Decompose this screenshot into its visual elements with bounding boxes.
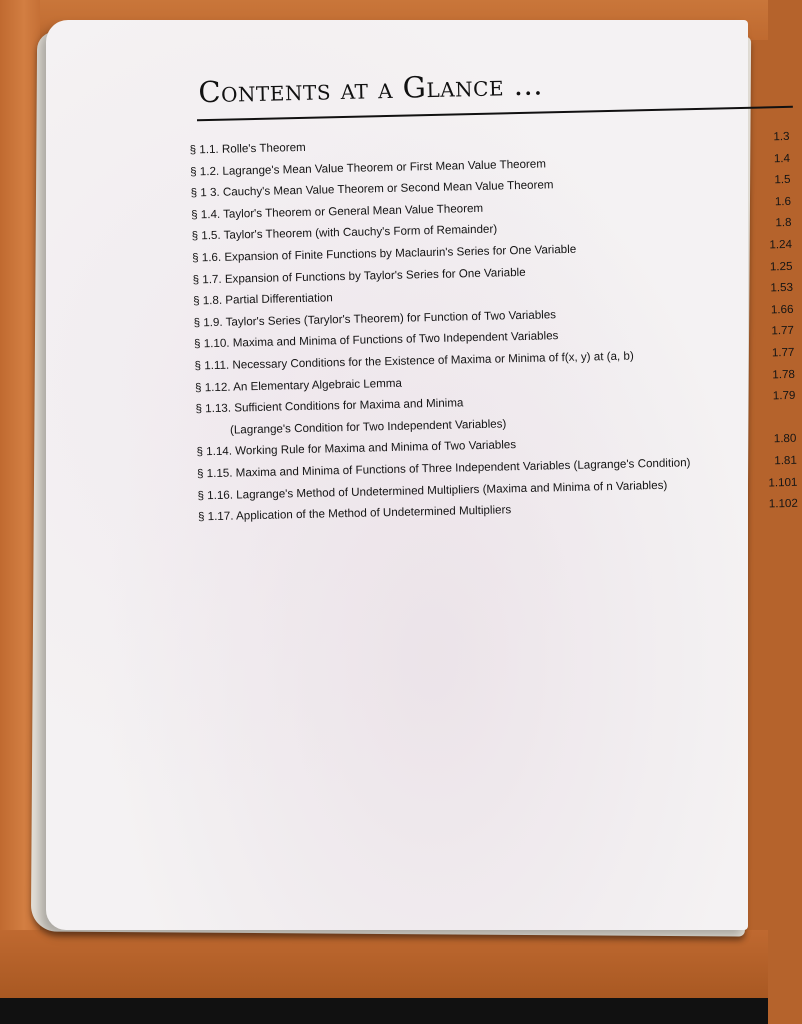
section-number: § 1.12. xyxy=(194,380,231,394)
section-title-continuation: (Lagrange's Condition for Two Independent Variables) xyxy=(229,417,507,437)
page-number: 1.81 xyxy=(774,453,798,468)
contents-block xyxy=(166,62,799,536)
section-number: § 1.8. xyxy=(192,293,223,308)
section-number: § 1 3. xyxy=(190,186,220,200)
section-title: Partial Differentiation xyxy=(225,291,333,307)
page-number: 1.102 xyxy=(768,496,799,511)
section-number: § 1.4. xyxy=(191,207,221,222)
section-title: Expansion of Finite Functions by Maclaurin's Series for One Variable xyxy=(224,242,577,264)
section-number: § 1.5. xyxy=(191,229,221,243)
section-title: Taylor's Theorem (with Cauchy's Form of Remainder) xyxy=(223,222,498,243)
section-title: Lagrange's Mean Value Theorem or First Mean Value Theorem xyxy=(222,156,547,178)
section-title: Cauchy's Mean Value Theorem or Second Mean Value Theorem xyxy=(222,178,554,199)
page-number: 1.79 xyxy=(772,388,796,403)
section-number: § 1.1. xyxy=(189,142,219,157)
table-surface-bottom xyxy=(0,930,768,1000)
section-title: Taylor's Theorem or General Mean Value Theorem xyxy=(223,201,484,221)
section-number: § 1.16. xyxy=(197,488,234,502)
toc-entry-label xyxy=(193,287,333,312)
section-title: Expansion of Functions by Taylor's Series for One Variable xyxy=(224,265,526,286)
page-title: Contents at a Glance ... xyxy=(197,67,544,110)
section-number: § 1.17. xyxy=(197,509,234,524)
section-title: Sufficient Conditions for Maxima and Minima xyxy=(234,396,464,415)
section-title: Maxima and Minima of Functions of Three Independent Variables (Lagrange's Condition) xyxy=(235,456,691,480)
page-number: 1.8 xyxy=(775,216,792,230)
section-title: Rolle's Theorem xyxy=(221,140,306,156)
section-number: § 1.11. xyxy=(194,358,230,373)
page-number: 1.77 xyxy=(771,324,795,338)
page-number: 1.53 xyxy=(770,280,794,295)
section-title: Necessary Conditions for the Existence of Maxima or Minima of f(x, y) at (a, b) xyxy=(232,349,634,372)
page-number: 1.25 xyxy=(769,259,793,273)
page-number: 1.77 xyxy=(771,345,795,360)
section-number: § 1.2. xyxy=(190,164,220,179)
section-number: § 1.6. xyxy=(191,250,222,265)
section-title: Working Rule for Maxima and Minima of Two Variables xyxy=(235,438,517,458)
page-number: 1.4 xyxy=(773,151,791,165)
section-number: § 1.10. xyxy=(193,336,230,351)
section-number: § 1.13. xyxy=(195,401,232,416)
section-number: § 1.14. xyxy=(196,444,233,459)
page-number: 1.66 xyxy=(770,302,794,317)
page-number: 1.3 xyxy=(773,129,790,144)
section-title: Taylor's Series (Tarylor's Theorem) for Function of Two Variables xyxy=(225,307,557,329)
toc-entry-label xyxy=(189,137,306,161)
section-number: § 1.9. xyxy=(193,315,223,330)
page-number: 1.5 xyxy=(774,173,791,187)
page-number: 1.101 xyxy=(768,475,798,489)
page-number: 1.80 xyxy=(773,432,797,446)
table-of-contents xyxy=(189,126,798,528)
page-number: 1.6 xyxy=(774,194,792,208)
section-title: Lagrange's Method of Undetermined Multipliers (Maxima and Minima of n Variables) xyxy=(236,478,668,502)
section-title: Application of the Method of Undetermined Multipliers xyxy=(235,503,512,523)
section-title: Maxima and Minima of Functions of Two Independent Variables xyxy=(232,329,559,350)
book-page xyxy=(46,20,799,930)
section-title: An Elementary Algebraic Lemma xyxy=(232,376,403,394)
page-number: 1.24 xyxy=(769,237,793,252)
section-number: § 1.7. xyxy=(192,272,222,287)
dark-floor xyxy=(0,998,768,1024)
title-rule xyxy=(197,106,793,122)
section-number: § 1.15. xyxy=(196,466,233,481)
page-number: 1.78 xyxy=(772,367,796,381)
